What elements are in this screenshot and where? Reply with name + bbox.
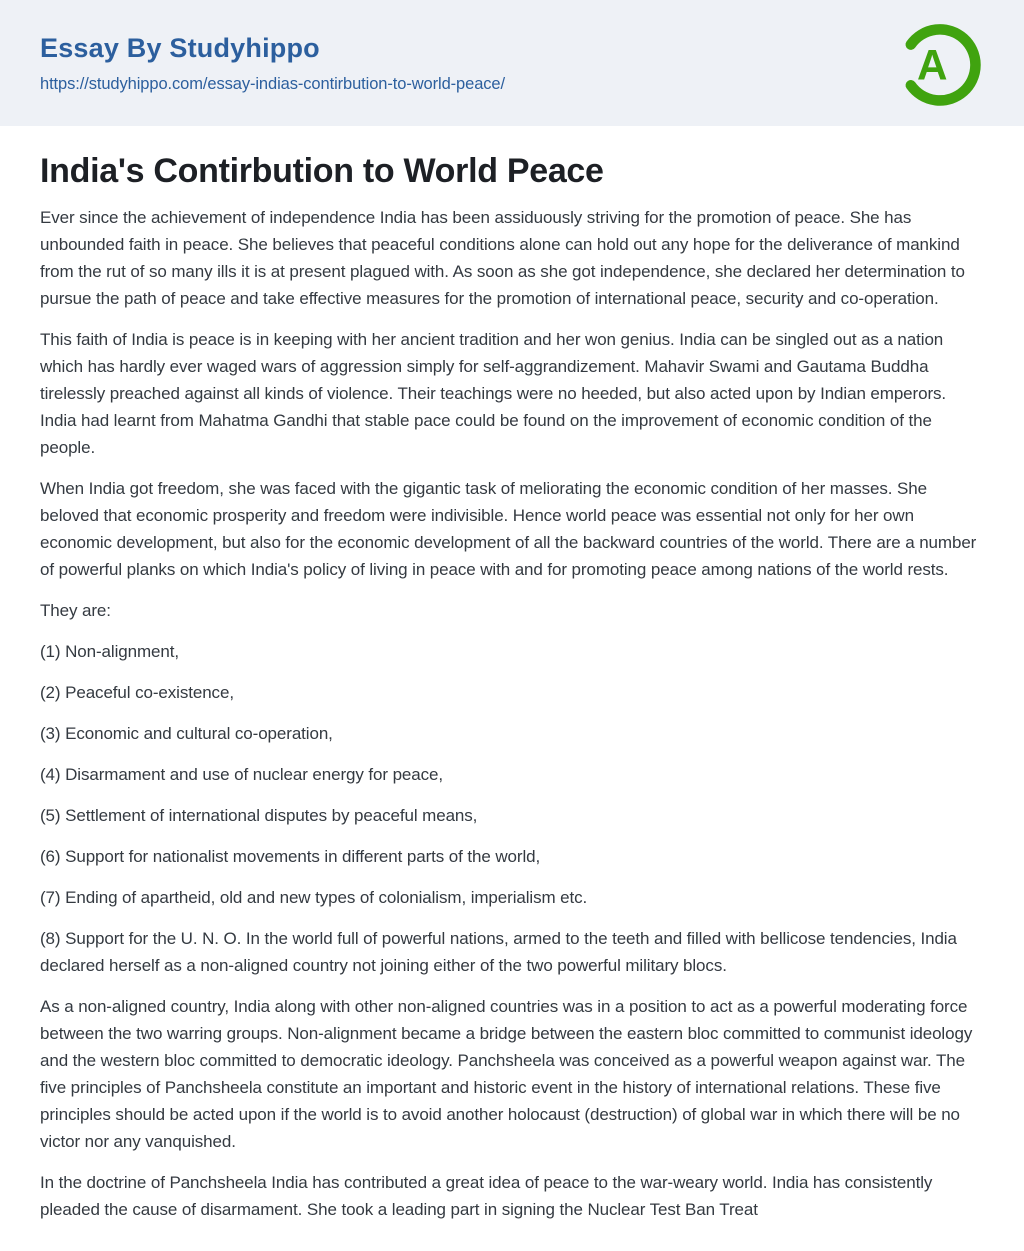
paragraph-tradition: This faith of India is peace is in keeping with her ancient tradition and her won genius. India can be singled out as a nation which has hardly ever waged wars of aggression simply for self-aggrandizement. Mahavir Swami and Gautama Buddha tirelessly preached against all kinds of violence. Their teachings were no heeded, but also acted upon by Indian emperors. India had learnt from Mahatma Gandhi that stable pace could be found on the improvement of economic condition of the people. (40, 330, 947, 457)
paragraph-intro: Ever since the achievement of independence India has been assiduously striving for the promotion of peace. She has unbounded faith in peace. She believes that peaceful conditions alone can hold out any hope for the deliverance of mankind from the rut of so many ills it is at present plagued with. As soon as she got independence, she declared her determination to pursue the path of peace and take effective measures for the promotion of international peace, security and co-operation. (40, 208, 965, 308)
list-item-1: (1) Non-alignment, (40, 642, 179, 661)
article-title: India's Contirbution to World Peace (40, 152, 604, 190)
paragraph-panchsheela-doctrine: In the doctrine of Panchsheela India has contributed a great idea of peace to the war-weary world. India has consistently pleaded the cause of disarmament. She took a leading part in signing the Nuclear Test Ban Treat (40, 1173, 933, 1219)
list-item-2: (2) Peaceful co-existence, (40, 683, 234, 702)
list-item-8: (8) Support for the U. N. O. In the world full of powerful nations, armed to the teeth and filled with bellicose tendencies, India declared herself as a non-aligned country not joining either of the two powerful military blocs. (40, 929, 957, 975)
list-item-3: (3) Economic and cultural co-operation, (40, 724, 333, 743)
list-item-4: (4) Disarmament and use of nuclear energy for peace, (40, 765, 444, 784)
paragraph-non-aligned: As a non-aligned country, India along with other non-aligned countries was in a position to act as a powerful moderating force between the two warring groups. Non-alignment became a bridge between the eastern bloc committed to communist ideology and the western bloc committed to democratic ideology. Panchsheela was conceived as a powerful weapon against war. The five principles of Panchsheela constitute an important and historic event in the history of international relations. These five principles should be acted upon if the world is to avoid another holocaust (destruction) of global war in which there will be no victor nor any vanquished. (40, 997, 973, 1151)
studyhippo-logo-icon (890, 13, 986, 113)
essay-body (0, 126, 1024, 1223)
list-item-6: (6) Support for nationalist movements in different parts of the world, (40, 847, 541, 866)
paragraph-freedom: When India got freedom, she was faced with the gigantic task of meliorating the economic condition of her masses. She beloved that economic prosperity and freedom were indivisible. Hence world peace was essential not only for her own economic development, but also for the economic development of all the backward countries of the world. There are a number of powerful planks on which India's policy of living in peace with and for promoting peace among nations of the world rests. (40, 479, 977, 579)
header-text-block (40, 33, 505, 94)
list-item-7: (7) Ending of apartheid, old and new types of colonialism, imperialism etc. (40, 888, 588, 907)
page-url-link[interactable]: https://studyhippo.com/essay-indias-contirbution-to-world-peace/ (40, 74, 505, 93)
site-title: Essay By Studyhippo (40, 32, 320, 63)
logo-letter: A (916, 41, 948, 89)
list-intro: They are: (40, 601, 111, 620)
list-item-5: (5) Settlement of international disputes by peaceful means, (40, 806, 478, 825)
page-header (0, 0, 1024, 126)
